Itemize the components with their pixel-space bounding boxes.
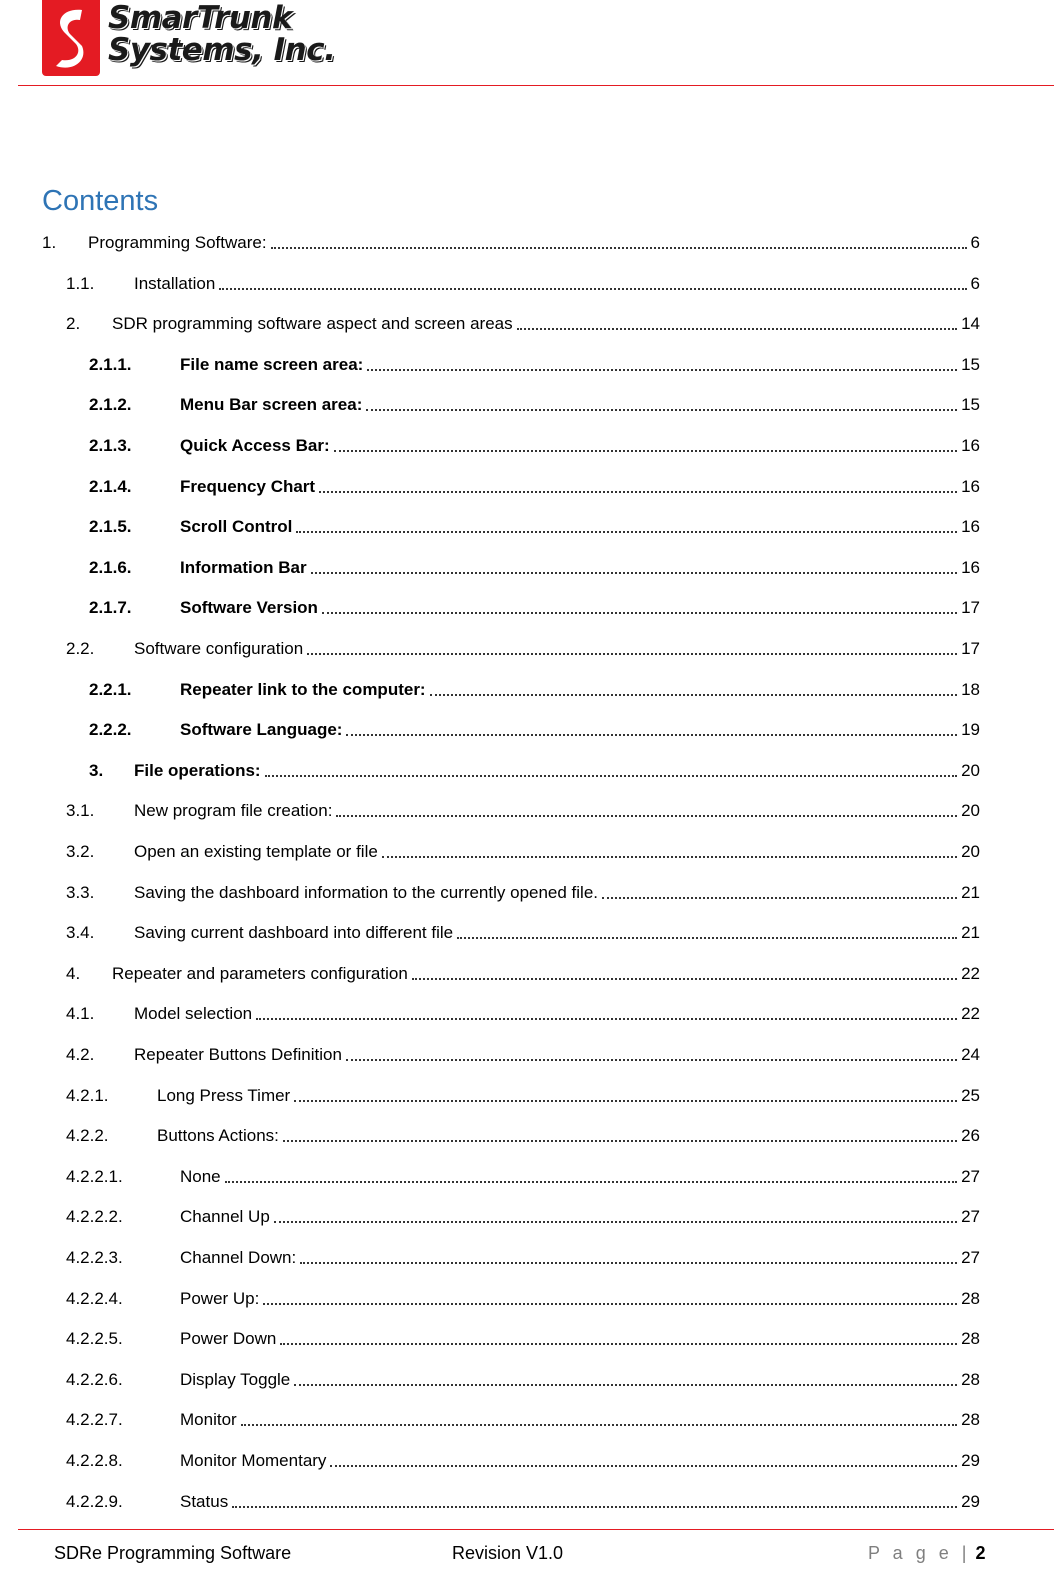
toc-dot-leader (300, 1262, 957, 1264)
toc-entry-title: Channel Up (180, 1207, 270, 1227)
toc-entry[interactable] (66, 1449, 980, 1471)
toc-entry[interactable] (66, 881, 980, 903)
toc-entry[interactable] (66, 1490, 980, 1512)
toc-entry[interactable] (66, 1368, 980, 1390)
toc-entry-title: Frequency Chart (180, 476, 316, 496)
toc-entry-number: 2.1.2. (89, 395, 132, 415)
toc-entry-page: 19 (961, 720, 980, 740)
toc-entry-title: Repeater link to the computer: (180, 679, 426, 699)
toc-entry[interactable] (66, 1043, 980, 1065)
toc-entry-title: New program file creation: (134, 801, 333, 821)
toc-entry-title: Power Down (180, 1329, 277, 1349)
toc-entry-number: 3.4. (66, 923, 95, 943)
toc-entry-page: 16 (961, 517, 980, 537)
toc-entry[interactable] (66, 840, 980, 862)
toc-dot-leader (602, 897, 957, 899)
toc-dot-leader (296, 531, 957, 533)
toc-dot-leader (457, 937, 957, 939)
toc-entry-page: 6 (970, 233, 980, 252)
toc-entry[interactable] (66, 1002, 980, 1024)
toc-entry-number: 2.2. (66, 639, 95, 658)
toc-entry-page: 16 (961, 436, 980, 455)
toc-dot-leader (311, 572, 958, 574)
toc-entry-title: Channel Down: (180, 1248, 297, 1267)
toc-entry-page: 22 (961, 963, 980, 983)
toc-dot-leader (322, 612, 957, 614)
toc-entry-title: File operations: (134, 760, 261, 780)
toc-entry[interactable] (89, 718, 980, 740)
toc-dot-leader (412, 978, 957, 980)
toc-entry-number: 2. (66, 314, 81, 334)
toc-entry[interactable] (66, 962, 980, 984)
toc-entry-page: 27 (961, 1248, 980, 1267)
toc-entry-page: 27 (961, 1207, 980, 1227)
toc-entry-title: Long Press Timer (157, 1085, 291, 1105)
toc-entry-page: 26 (961, 1126, 980, 1146)
toc-entry-title: Software Language: (180, 720, 343, 740)
toc-entry-number: 4.2.2.2. (66, 1207, 123, 1227)
header-divider (18, 85, 1054, 86)
toc-dot-leader (274, 1221, 957, 1223)
toc-entry-title: Saving the dashboard information to the currently opened file. (134, 882, 599, 902)
toc-entry-number: 2.1.4. (89, 476, 132, 496)
toc-entry-number: 4.2.2.9. (66, 1491, 123, 1511)
footer-document-name: SDRe Programming Software (54, 1543, 292, 1563)
toc-entry-title: None (180, 1166, 221, 1186)
toc-entry-number: 4.1. (66, 1004, 95, 1024)
toc-entry[interactable] (66, 1205, 980, 1227)
toc-entry[interactable] (66, 1408, 980, 1430)
toc-entry[interactable] (66, 1124, 980, 1146)
toc-entry-number: 2.1.3. (89, 436, 132, 455)
toc-entry-title: Model selection (134, 1004, 253, 1024)
toc-dot-leader (307, 653, 957, 655)
toc-dot-leader (225, 1181, 957, 1183)
footer-page-number: 2 (975, 1543, 986, 1563)
toc-entry-page: 15 (961, 395, 980, 415)
toc-entry-number: 4.2.2.1. (66, 1166, 123, 1186)
toc-entry-number: 4.2.2.7. (66, 1410, 123, 1430)
toc-entry-number: 4.2.2.5. (66, 1329, 123, 1349)
toc-dot-leader (219, 288, 966, 290)
toc-entry-number: 3. (89, 760, 104, 780)
toc-dot-leader (241, 1424, 957, 1426)
footer-divider (18, 1529, 1054, 1530)
toc-dot-leader (382, 856, 957, 858)
toc-entry-title: Saving current dashboard into different file (134, 923, 454, 943)
toc-entry-number: 4.2. (66, 1045, 95, 1064)
footer-page-indicator (868, 1543, 985, 1564)
toc-entry-title: Monitor (180, 1410, 237, 1430)
toc-entry[interactable] (89, 678, 980, 700)
toc-entry-page: 29 (961, 1491, 980, 1511)
toc-entry-page: 21 (961, 882, 980, 902)
toc-dot-leader (367, 369, 957, 371)
toc-dot-leader (366, 409, 957, 411)
toc-entry-number: 4.2.1. (66, 1085, 109, 1105)
toc-entry-title: Scroll Control (180, 517, 293, 537)
toc-entry-number: 3.3. (66, 882, 95, 902)
toc-dot-leader (271, 247, 967, 249)
toc-entry-page: 22 (961, 1004, 980, 1024)
toc-dot-leader (336, 815, 957, 817)
toc-entry-title: Repeater and parameters configuration (112, 963, 408, 983)
toc-entry-page: 28 (961, 1329, 980, 1349)
toc-entry[interactable] (89, 434, 980, 456)
toc-entry-number: 2.2.1. (89, 679, 132, 699)
toc-entry-page: 15 (961, 354, 980, 374)
company-logo-text (108, 2, 335, 66)
toc-entry-page: 17 (961, 639, 980, 658)
toc-entry-number: 2.1.7. (89, 598, 132, 618)
logo-line-1: SmarTrunk (108, 0, 293, 36)
toc-entry[interactable] (66, 799, 980, 821)
toc-dot-leader (334, 450, 957, 452)
toc-entry-page: 6 (970, 273, 980, 293)
toc-entry[interactable] (89, 596, 980, 618)
toc-entry-page: 18 (961, 679, 980, 699)
toc-entry-title: Repeater Buttons Definition (134, 1045, 342, 1064)
toc-entry-title: Quick Access Bar: (180, 436, 330, 455)
smartrunk-s-logo-icon (42, 0, 100, 76)
toc-entry-title: File name screen area: (180, 354, 364, 374)
toc-entry-title: SDR programming software aspect and screen areas (112, 314, 513, 334)
toc-entry-page: 20 (961, 760, 980, 780)
toc-entry-title: Installation (134, 273, 216, 293)
toc-dot-leader (294, 1384, 957, 1386)
toc-entry-number: 1. (42, 233, 57, 252)
toc-entry-number: 3.2. (66, 842, 95, 861)
toc-entry-title: Monitor Momentary (180, 1451, 327, 1470)
toc-entry-title: Power Up: (180, 1288, 260, 1308)
toc-entry-number: 2.1.6. (89, 557, 132, 577)
toc-entry[interactable] (66, 1165, 980, 1187)
toc-dot-leader (330, 1465, 957, 1467)
toc-entry-page: 29 (961, 1451, 980, 1470)
footer-separator: | (961, 1543, 967, 1563)
toc-dot-leader (265, 775, 958, 777)
toc-entry-title: Software Version (180, 598, 318, 618)
toc-entry-title: Menu Bar screen area: (180, 395, 363, 415)
toc-entry-number: 1.1. (66, 273, 95, 293)
toc-entry[interactable] (89, 556, 980, 578)
toc-title: Contents (42, 185, 159, 217)
toc-entry[interactable] (89, 353, 980, 375)
toc-entry-page: 16 (961, 476, 980, 496)
toc-entry-page: 21 (961, 923, 980, 943)
toc-dot-leader (232, 1506, 957, 1508)
toc-dot-leader (517, 328, 957, 330)
toc-dot-leader (294, 1100, 957, 1102)
toc-dot-leader (430, 694, 957, 696)
toc-entry-title: Status (180, 1491, 229, 1511)
toc-entry-number: 2.1.1. (89, 354, 132, 374)
toc-entry-number: 4.2.2.4. (66, 1288, 123, 1308)
toc-entry-page: 24 (961, 1045, 980, 1064)
toc-entry-page: 28 (961, 1288, 980, 1308)
toc-entry[interactable] (66, 1327, 980, 1349)
toc-entry[interactable] (66, 637, 980, 659)
toc-entry-page: 16 (961, 557, 980, 577)
footer-revision: Revision V1.0 (452, 1543, 564, 1563)
toc-dot-leader (280, 1343, 957, 1345)
toc-entry-number: 4.2.2.8. (66, 1451, 123, 1470)
toc-entry-page: 14 (961, 314, 980, 334)
toc-dot-leader (346, 1059, 957, 1061)
footer-page-label: P a g e (868, 1543, 953, 1563)
toc-dot-leader (263, 1303, 957, 1305)
toc-entry[interactable] (66, 1246, 980, 1268)
toc-entry-number: 3.1. (66, 801, 95, 821)
toc-entry-title: Buttons Actions: (157, 1126, 279, 1146)
page-header (0, 0, 1064, 88)
toc-entry-title: Display Toggle (180, 1369, 291, 1389)
toc-entry[interactable] (66, 272, 980, 294)
toc-entry-title: Software configuration (134, 639, 304, 658)
toc-entry-number: 4.2.2.3. (66, 1248, 123, 1267)
toc-entry-page: 27 (961, 1166, 980, 1186)
logo-line-2: Systems, Inc. (108, 32, 336, 68)
toc-entry[interactable] (66, 312, 980, 334)
toc-entry-page: 28 (961, 1410, 980, 1430)
toc-entry-page: 20 (961, 842, 980, 861)
toc-entry[interactable] (66, 921, 980, 943)
toc-entry[interactable] (66, 1287, 980, 1309)
toc-entry-title: Programming Software: (88, 233, 267, 252)
toc-entry-title: Open an existing template or file (134, 842, 378, 861)
toc-entry[interactable] (89, 515, 980, 537)
toc-entry-number: 4. (66, 963, 81, 983)
toc-entry[interactable] (66, 1084, 980, 1106)
toc-dot-leader (319, 491, 957, 493)
toc-dot-leader (256, 1018, 957, 1020)
toc-entry-page: 20 (961, 801, 980, 821)
toc-entry[interactable] (89, 393, 980, 415)
toc-entry-number: 4.2.2. (66, 1126, 109, 1146)
toc-entry-number: 2.1.5. (89, 517, 132, 537)
toc-dot-leader (346, 734, 957, 736)
toc-dot-leader (283, 1140, 957, 1142)
toc-entry-title: Information Bar (180, 557, 307, 577)
toc-entry-number: 4.2.2.6. (66, 1369, 123, 1389)
toc-entry[interactable] (89, 475, 980, 497)
toc-entry-page: 28 (961, 1369, 980, 1389)
toc-entry[interactable] (89, 759, 980, 781)
toc-entry-page: 17 (961, 598, 980, 618)
toc-entry[interactable] (42, 231, 980, 253)
toc-entry-number: 2.2.2. (89, 720, 132, 740)
toc-entry-page: 25 (961, 1085, 980, 1105)
